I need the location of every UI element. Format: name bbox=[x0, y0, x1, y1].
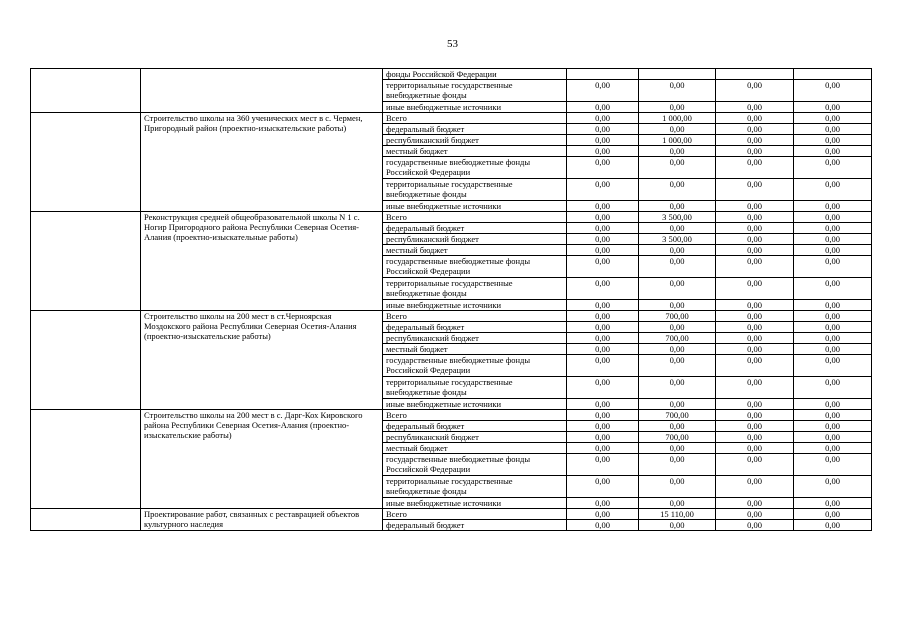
amount-cell: 0,00 bbox=[716, 212, 794, 223]
funding-source-cell: иные внебюджетные источники bbox=[383, 102, 567, 113]
number-cell bbox=[31, 113, 141, 212]
amount-cell: 0,00 bbox=[794, 135, 872, 146]
amount-cell: 0,00 bbox=[794, 355, 872, 377]
amount-cell: 0,00 bbox=[567, 124, 639, 135]
amount-cell: 0,00 bbox=[794, 322, 872, 333]
amount-cell: 0,00 bbox=[716, 113, 794, 124]
table-row bbox=[31, 113, 872, 124]
funding-source-cell: иные внебюджетные источники bbox=[383, 399, 567, 410]
amount-cell: 0,00 bbox=[567, 421, 639, 432]
number-cell bbox=[31, 410, 141, 509]
amount-cell: 0,00 bbox=[567, 212, 639, 223]
funding-source-cell: федеральный бюджет bbox=[383, 124, 567, 135]
amount-cell bbox=[567, 69, 639, 80]
amount-cell: 0,00 bbox=[716, 399, 794, 410]
amount-cell: 0,00 bbox=[567, 278, 639, 300]
amount-cell: 0,00 bbox=[716, 377, 794, 399]
amount-cell: 0,00 bbox=[639, 300, 716, 311]
funding-source-cell: Всего bbox=[383, 509, 567, 520]
amount-cell: 0,00 bbox=[639, 278, 716, 300]
amount-cell: 0,00 bbox=[794, 344, 872, 355]
amount-cell: 0,00 bbox=[794, 421, 872, 432]
amount-cell: 0,00 bbox=[639, 124, 716, 135]
amount-cell: 0,00 bbox=[639, 355, 716, 377]
amount-cell: 0,00 bbox=[639, 157, 716, 179]
amount-cell: 0,00 bbox=[716, 476, 794, 498]
amount-cell: 0,00 bbox=[567, 476, 639, 498]
amount-cell: 0,00 bbox=[716, 146, 794, 157]
funding-source-cell: республиканский бюджет bbox=[383, 432, 567, 443]
amount-cell: 0,00 bbox=[794, 256, 872, 278]
amount-cell: 0,00 bbox=[639, 179, 716, 201]
funding-source-cell: государственные внебюджетные фонды Российской Федерации bbox=[383, 256, 567, 278]
funding-source-cell: фонды Российской Федерации bbox=[383, 69, 567, 80]
amount-cell: 0,00 bbox=[639, 245, 716, 256]
amount-cell: 0,00 bbox=[716, 410, 794, 421]
amount-cell: 0,00 bbox=[567, 113, 639, 124]
amount-cell: 0,00 bbox=[716, 355, 794, 377]
amount-cell: 0,00 bbox=[794, 311, 872, 322]
amount-cell: 0,00 bbox=[794, 223, 872, 234]
amount-cell: 0,00 bbox=[794, 454, 872, 476]
amount-cell: 0,00 bbox=[567, 201, 639, 212]
project-name-cell: Строительство школы на 360 ученических мест в с. Чермен, Пригородный район (проектно-изыскательские работы) bbox=[141, 113, 383, 212]
number-cell bbox=[31, 212, 141, 311]
funding-source-cell: иные внебюджетные источники bbox=[383, 300, 567, 311]
table-row bbox=[31, 509, 872, 520]
amount-cell: 0,00 bbox=[567, 234, 639, 245]
amount-cell bbox=[716, 69, 794, 80]
amount-cell: 0,00 bbox=[716, 509, 794, 520]
amount-cell: 0,00 bbox=[716, 344, 794, 355]
amount-cell: 0,00 bbox=[639, 146, 716, 157]
amount-cell: 0,00 bbox=[639, 520, 716, 531]
amount-cell: 0,00 bbox=[567, 498, 639, 509]
amount-cell: 0,00 bbox=[716, 223, 794, 234]
number-cell bbox=[31, 69, 141, 113]
amount-cell: 0,00 bbox=[794, 520, 872, 531]
amount-cell: 0,00 bbox=[716, 201, 794, 212]
amount-cell: 0,00 bbox=[567, 311, 639, 322]
number-cell bbox=[31, 311, 141, 410]
amount-cell: 0,00 bbox=[794, 212, 872, 223]
amount-cell bbox=[794, 69, 872, 80]
amount-cell: 0,00 bbox=[794, 377, 872, 399]
amount-cell: 0,00 bbox=[716, 102, 794, 113]
amount-cell: 0,00 bbox=[716, 135, 794, 146]
amount-cell: 700,00 bbox=[639, 333, 716, 344]
funding-source-cell: местный бюджет bbox=[383, 245, 567, 256]
amount-cell: 0,00 bbox=[794, 410, 872, 421]
amount-cell: 0,00 bbox=[567, 377, 639, 399]
amount-cell: 0,00 bbox=[716, 443, 794, 454]
amount-cell: 0,00 bbox=[794, 179, 872, 201]
amount-cell: 0,00 bbox=[716, 300, 794, 311]
amount-cell: 0,00 bbox=[794, 509, 872, 520]
funding-source-cell: иные внебюджетные источники bbox=[383, 498, 567, 509]
project-name-cell: Реконструкция средней общеобразовательной школы N 1 с. Ногир Пригородного района Республики Северная Осетия-Алания (проектно-изыскательные работы) bbox=[141, 212, 383, 311]
amount-cell: 0,00 bbox=[794, 201, 872, 212]
amount-cell: 0,00 bbox=[716, 322, 794, 333]
funding-source-cell: республиканский бюджет bbox=[383, 135, 567, 146]
funding-source-cell: территориальные государственные внебюджетные фонды bbox=[383, 377, 567, 399]
project-name-cell: Строительство школы на 200 мест в с. Дарг-Кох Кировского района Республики Северная Осетия-Алания (проектно-изыскательские работы) bbox=[141, 410, 383, 509]
amount-cell: 15 110,00 bbox=[639, 509, 716, 520]
funding-source-cell: федеральный бюджет bbox=[383, 322, 567, 333]
amount-cell: 0,00 bbox=[716, 421, 794, 432]
amount-cell: 0,00 bbox=[794, 113, 872, 124]
amount-cell: 0,00 bbox=[639, 421, 716, 432]
funding-source-cell: Всего bbox=[383, 311, 567, 322]
amount-cell: 0,00 bbox=[567, 256, 639, 278]
amount-cell: 0,00 bbox=[567, 80, 639, 102]
amount-cell: 0,00 bbox=[567, 322, 639, 333]
amount-cell: 0,00 bbox=[794, 278, 872, 300]
amount-cell: 0,00 bbox=[567, 135, 639, 146]
table-row bbox=[31, 410, 872, 421]
amount-cell: 700,00 bbox=[639, 410, 716, 421]
amount-cell: 0,00 bbox=[639, 476, 716, 498]
funding-source-cell: Всего bbox=[383, 113, 567, 124]
funding-source-cell: республиканский бюджет bbox=[383, 333, 567, 344]
amount-cell: 0,00 bbox=[716, 454, 794, 476]
funding-source-cell: территориальные государственные внебюджетные фонды bbox=[383, 278, 567, 300]
amount-cell: 0,00 bbox=[716, 80, 794, 102]
amount-cell: 0,00 bbox=[716, 498, 794, 509]
number-cell bbox=[31, 509, 141, 531]
amount-cell: 0,00 bbox=[567, 344, 639, 355]
funding-source-cell: государственные внебюджетные фонды Российской Федерации bbox=[383, 157, 567, 179]
amount-cell: 0,00 bbox=[716, 432, 794, 443]
amount-cell: 0,00 bbox=[794, 234, 872, 245]
funding-source-cell: иные внебюджетные источники bbox=[383, 201, 567, 212]
budget-table bbox=[30, 68, 872, 531]
amount-cell: 0,00 bbox=[794, 443, 872, 454]
table-row bbox=[31, 69, 872, 80]
funding-source-cell: местный бюджет bbox=[383, 146, 567, 157]
funding-source-cell: федеральный бюджет bbox=[383, 520, 567, 531]
project-name-cell: Проектирование работ, связанных с реставрацией объектов культурного наследия bbox=[141, 509, 383, 531]
amount-cell: 0,00 bbox=[639, 223, 716, 234]
amount-cell: 0,00 bbox=[716, 157, 794, 179]
funding-source-cell: территориальные государственные внебюджетные фонды bbox=[383, 476, 567, 498]
amount-cell: 0,00 bbox=[716, 520, 794, 531]
amount-cell: 0,00 bbox=[794, 498, 872, 509]
funding-source-cell: федеральный бюджет bbox=[383, 223, 567, 234]
amount-cell: 0,00 bbox=[794, 432, 872, 443]
amount-cell: 0,00 bbox=[794, 157, 872, 179]
funding-source-cell: местный бюджет bbox=[383, 443, 567, 454]
amount-cell: 700,00 bbox=[639, 432, 716, 443]
amount-cell: 0,00 bbox=[716, 333, 794, 344]
amount-cell: 0,00 bbox=[639, 344, 716, 355]
amount-cell: 0,00 bbox=[567, 443, 639, 454]
amount-cell: 0,00 bbox=[639, 322, 716, 333]
amount-cell: 0,00 bbox=[794, 124, 872, 135]
amount-cell: 3 500,00 bbox=[639, 212, 716, 223]
amount-cell: 1 000,00 bbox=[639, 113, 716, 124]
amount-cell: 3 500,00 bbox=[639, 234, 716, 245]
amount-cell: 0,00 bbox=[567, 333, 639, 344]
amount-cell: 0,00 bbox=[794, 476, 872, 498]
amount-cell: 0,00 bbox=[794, 102, 872, 113]
amount-cell: 0,00 bbox=[639, 454, 716, 476]
amount-cell: 0,00 bbox=[567, 223, 639, 234]
amount-cell: 1 000,00 bbox=[639, 135, 716, 146]
amount-cell: 0,00 bbox=[716, 179, 794, 201]
amount-cell: 0,00 bbox=[794, 300, 872, 311]
amount-cell: 0,00 bbox=[639, 377, 716, 399]
amount-cell: 0,00 bbox=[794, 245, 872, 256]
amount-cell: 0,00 bbox=[639, 80, 716, 102]
amount-cell: 0,00 bbox=[639, 102, 716, 113]
amount-cell: 0,00 bbox=[639, 256, 716, 278]
funding-source-cell: Всего bbox=[383, 212, 567, 223]
amount-cell: 0,00 bbox=[716, 245, 794, 256]
amount-cell: 0,00 bbox=[567, 399, 639, 410]
amount-cell: 0,00 bbox=[639, 201, 716, 212]
amount-cell: 0,00 bbox=[567, 454, 639, 476]
table-row bbox=[31, 212, 872, 223]
amount-cell: 0,00 bbox=[639, 399, 716, 410]
budget-table-body bbox=[31, 69, 872, 531]
project-name-cell bbox=[141, 69, 383, 113]
amount-cell: 0,00 bbox=[567, 179, 639, 201]
amount-cell: 0,00 bbox=[567, 410, 639, 421]
amount-cell: 0,00 bbox=[567, 102, 639, 113]
amount-cell bbox=[639, 69, 716, 80]
funding-source-cell: территориальные государственные внебюджетные фонды bbox=[383, 80, 567, 102]
funding-source-cell: территориальные государственные внебюджетные фонды bbox=[383, 179, 567, 201]
amount-cell: 0,00 bbox=[567, 300, 639, 311]
funding-source-cell: местный бюджет bbox=[383, 344, 567, 355]
amount-cell: 0,00 bbox=[639, 443, 716, 454]
amount-cell: 0,00 bbox=[567, 432, 639, 443]
table-row bbox=[31, 311, 872, 322]
amount-cell: 0,00 bbox=[716, 124, 794, 135]
funding-source-cell: федеральный бюджет bbox=[383, 421, 567, 432]
amount-cell: 0,00 bbox=[567, 520, 639, 531]
amount-cell: 0,00 bbox=[716, 234, 794, 245]
amount-cell: 0,00 bbox=[567, 355, 639, 377]
amount-cell: 0,00 bbox=[716, 311, 794, 322]
amount-cell: 0,00 bbox=[716, 278, 794, 300]
amount-cell: 0,00 bbox=[567, 157, 639, 179]
amount-cell: 0,00 bbox=[567, 146, 639, 157]
page-number: 53 bbox=[447, 38, 458, 50]
amount-cell: 0,00 bbox=[639, 498, 716, 509]
project-name-cell: Строительство школы на 200 мест в ст.Черноярская Моздокского района Республики Северная Осетия-Алания (проектно-изыскательские работы) bbox=[141, 311, 383, 410]
funding-source-cell: государственные внебюджетные фонды Российской Федерации bbox=[383, 355, 567, 377]
amount-cell: 0,00 bbox=[794, 146, 872, 157]
funding-source-cell: государственные внебюджетные фонды Российской Федерации bbox=[383, 454, 567, 476]
funding-source-cell: республиканский бюджет bbox=[383, 234, 567, 245]
amount-cell: 0,00 bbox=[794, 399, 872, 410]
amount-cell: 700,00 bbox=[639, 311, 716, 322]
amount-cell: 0,00 bbox=[567, 245, 639, 256]
funding-source-cell: Всего bbox=[383, 410, 567, 421]
amount-cell: 0,00 bbox=[716, 256, 794, 278]
amount-cell: 0,00 bbox=[794, 333, 872, 344]
amount-cell: 0,00 bbox=[794, 80, 872, 102]
amount-cell: 0,00 bbox=[567, 509, 639, 520]
